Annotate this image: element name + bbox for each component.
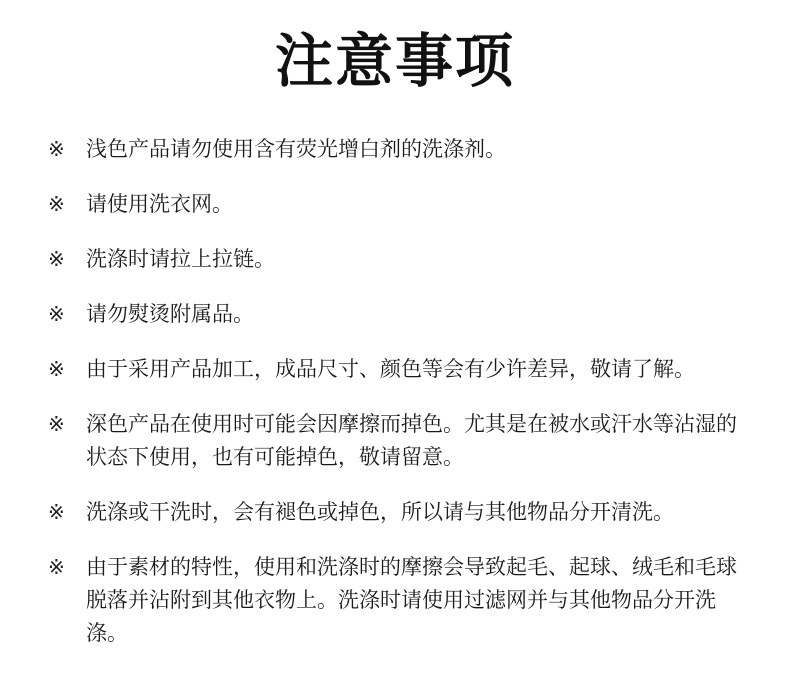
note-text: 深色产品在使用时可能会因摩擦而掉色。尤其是在被水或汗水等沾湿的状态下使用，也有可能掉色，敬请留意。 — [86, 412, 737, 469]
note-text: 由于素材的特性，使用和洗涤时的摩擦会导致起毛、起球、绒毛和毛球脱落并沾附到其他衣物上。洗涤时请使用过滤网并与其他物品分开洗涤。 — [86, 555, 737, 645]
reference-mark-icon: ※ — [48, 500, 65, 524]
note-text: 由于采用产品加工，成品尺寸、颜色等会有少许差异，敬请了解。 — [86, 357, 695, 381]
reference-mark-icon: ※ — [48, 192, 65, 216]
note-text: 洗涤时请拉上拉链。 — [86, 247, 275, 271]
list-item — [48, 243, 748, 276]
notes-list — [48, 133, 748, 672]
list-item — [48, 188, 748, 221]
reference-mark-icon: ※ — [48, 137, 65, 161]
reference-mark-icon: ※ — [48, 302, 65, 326]
reference-mark-icon: ※ — [48, 412, 65, 436]
list-item — [48, 551, 748, 650]
note-text: 洗涤或干洗时，会有褪色或掉色，所以请与其他物品分开清洗。 — [86, 500, 674, 524]
list-item — [48, 133, 748, 166]
note-text: 浅色产品请勿使用含有荧光增白剂的洗涤剂。 — [86, 137, 506, 161]
list-item — [48, 496, 748, 529]
reference-mark-icon: ※ — [48, 555, 65, 579]
note-text: 请使用洗衣网。 — [86, 192, 233, 216]
reference-mark-icon: ※ — [48, 247, 65, 271]
reference-mark-icon: ※ — [48, 357, 65, 381]
note-text: 请勿熨烫附属品。 — [86, 302, 254, 326]
list-item — [48, 408, 748, 474]
page-title: 注意事项 — [274, 27, 515, 95]
list-item — [48, 298, 748, 331]
list-item — [48, 353, 748, 386]
